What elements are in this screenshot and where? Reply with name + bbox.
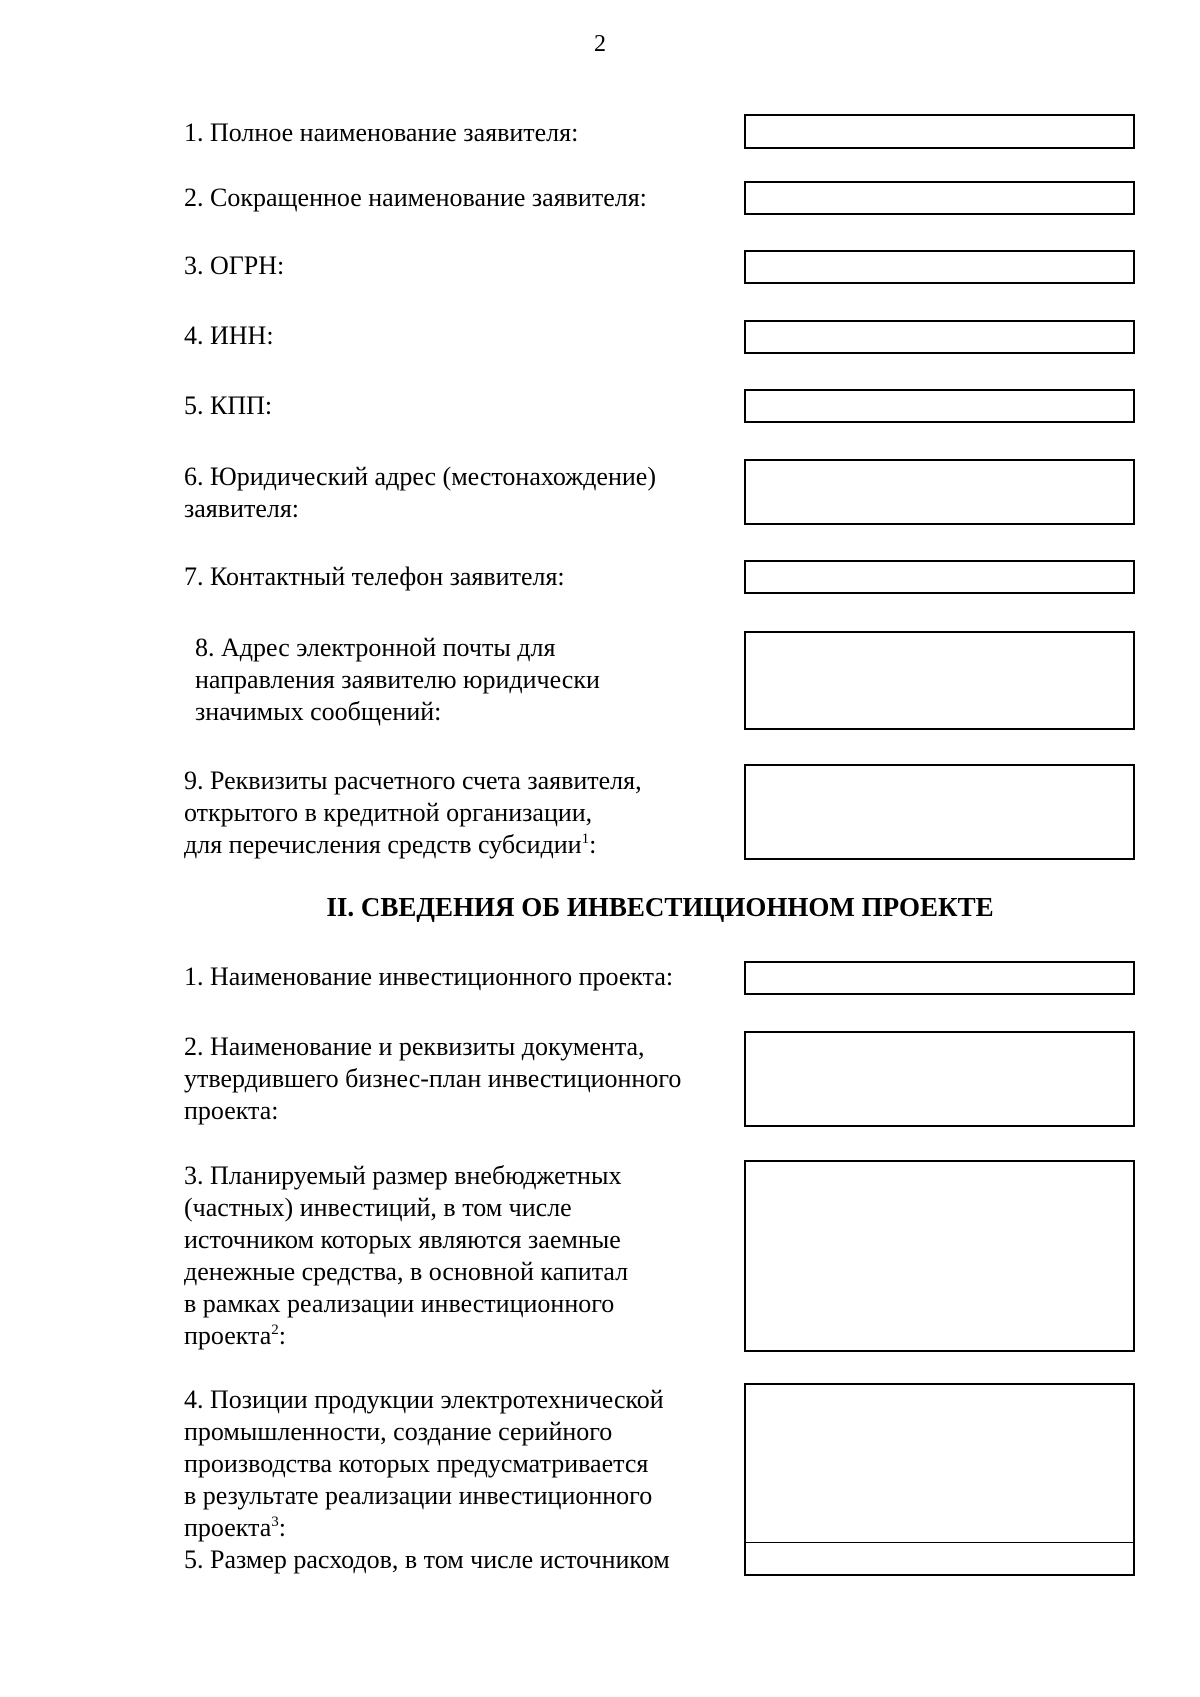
item-email-label: 8. Адрес электронной почты для направления заявителю юридически значимых сообщений: xyxy=(195,633,600,726)
footnote-1: 1 xyxy=(581,831,590,847)
legal-address-field[interactable] xyxy=(744,459,1135,525)
full-name-field[interactable] xyxy=(744,114,1135,149)
ogrn-field[interactable] xyxy=(744,250,1135,284)
item-project-name-label: 1. Наименование инвестиционного проекта: xyxy=(184,962,674,991)
footnote-3: 3 xyxy=(271,1514,279,1530)
project-name-field[interactable] xyxy=(744,961,1135,995)
item-business-plan-doc-label: 2. Наименование и реквизиты документа, утвердившего бизнес-план инвестиционного проекта: xyxy=(184,1032,682,1125)
item-phone-label: 7. Контактный телефон заявителя: xyxy=(184,562,565,591)
item-full-name-label: 1. Полное наименование заявителя: xyxy=(184,118,579,147)
item-short-name-label: 2. Сокращенное наименование заявителя: xyxy=(184,183,647,212)
bank-account-field[interactable] xyxy=(744,764,1135,860)
item-legal-address-label: 6. Юридический адрес (местонахождение) заявителя: xyxy=(184,462,656,523)
item-products-label: 4. Позиции продукции электротехнической промышленности, создание серийного производства которых предусматривается в результате реализации инвестиционного проекта$^3$: xyxy=(184,1385,664,1542)
item-ogrn-label: 3. ОГРН: xyxy=(184,251,285,280)
item-expenses-label: 5. Размер расходов, в том числе источником xyxy=(184,1545,670,1574)
expenses-field[interactable] xyxy=(744,1542,1135,1576)
section-title: II. СВЕДЕНИЯ ОБ ИНВЕСТИЦИОННОМ ПРОЕКТЕ xyxy=(326,892,994,922)
item-kpp-label: 5. КПП: xyxy=(184,391,273,420)
page-number: 2 xyxy=(594,31,606,57)
investments-field[interactable] xyxy=(744,1160,1135,1352)
email-field[interactable] xyxy=(744,631,1135,730)
kpp-field[interactable] xyxy=(744,389,1135,423)
item-inn-label: 4. ИНН: xyxy=(184,321,274,350)
products-field[interactable] xyxy=(744,1383,1135,1543)
footnote-2: 2 xyxy=(271,1322,279,1338)
inn-field[interactable] xyxy=(744,320,1135,354)
short-name-field[interactable] xyxy=(744,181,1135,215)
item-investments-label: 3. Планируемый размер внебюджетных (частных) инвестиций, в том числе источником которых являются заемные денежные средства, в основной капитал в рамках реализации инвестиционного проекта$^2$: xyxy=(184,1161,629,1350)
item-bank-account-label: 9. Реквизиты расчетного счета заявителя, открытого в кредитной организации, для перечисления средств субсидии$^1$: xyxy=(184,766,642,859)
business-plan-doc-field[interactable] xyxy=(744,1031,1135,1127)
phone-field[interactable] xyxy=(744,560,1135,594)
